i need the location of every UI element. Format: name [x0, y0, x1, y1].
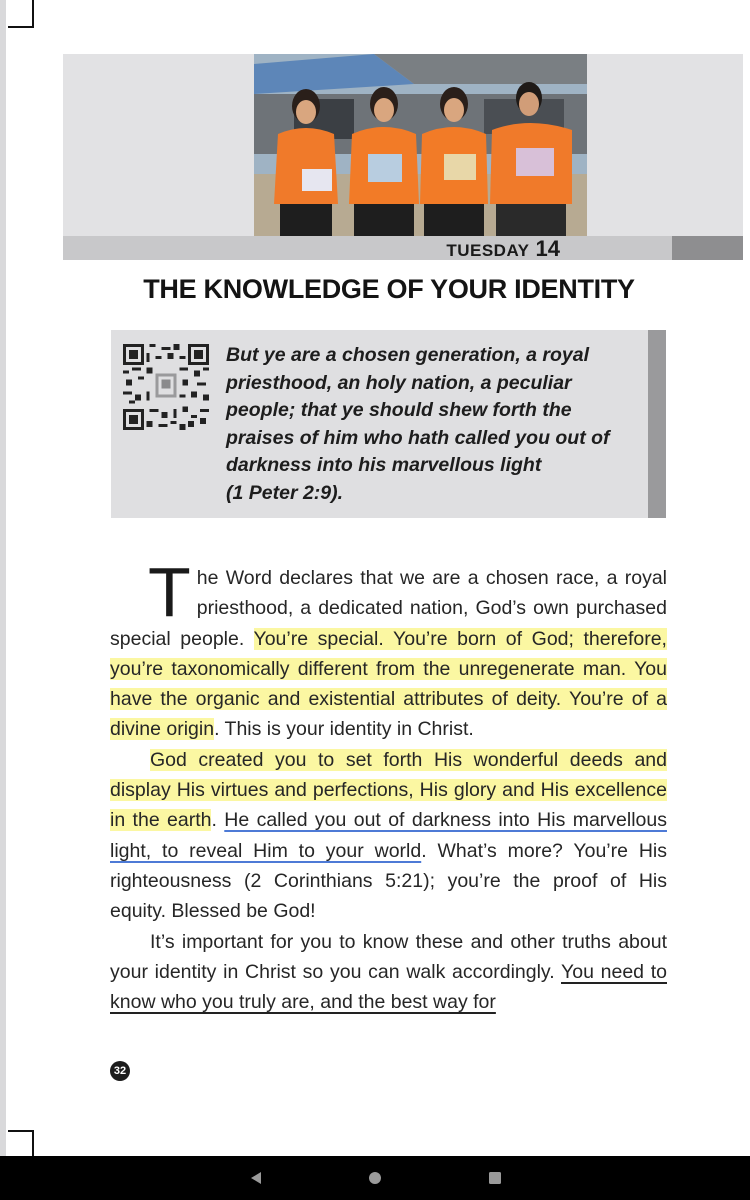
day-tab: [672, 236, 743, 260]
header-photo: [254, 54, 587, 236]
paragraph-2-text-a: .: [211, 809, 225, 832]
paragraph-2-text-b: . What’s more? You’re His righteousness (2 Corinthians 5:21); you’re the proof of His equity. Blessed be God!: [110, 839, 667, 923]
android-nav-bar: [0, 1156, 750, 1200]
crop-mark-bottom-left: [8, 1130, 34, 1158]
scripture-accent-bar: [648, 330, 666, 518]
day-strip: [63, 236, 743, 260]
drop-cap: T: [148, 553, 191, 631]
paragraph-3-underlined[interactable]: You need to know who you truly are, and the best way for: [110, 960, 667, 1014]
paragraph-1: [110, 553, 667, 745]
qr-code-icon[interactable]: [123, 344, 209, 430]
paragraph-3: [110, 927, 667, 1018]
devotional-title: THE KNOWLEDGE OF YOUR IDENTITY: [143, 274, 635, 304]
paragraph-2-highlight[interactable]: God created you to set forth His wonderful deeds and display His virtues and perfections, His glory and His excellence in the earth: [110, 748, 667, 832]
paragraph-1-highlight[interactable]: You’re special. You’re born of God; therefore, you’re taxonomically different from the unregenerate man. You have the organic and existential attributes of deity. You’re of a divine origin: [110, 627, 667, 741]
crop-mark-top-left: [8, 0, 34, 28]
scripture-reference: (1 Peter 2:9).: [226, 481, 344, 504]
paragraph-1-text-a: he Word declares that we are a chosen race, a royal priesthood, a dedicated nation, God’s own purchased special people.: [110, 567, 667, 650]
day-number: 14: [535, 236, 560, 261]
page-number-badge: 32: [110, 1061, 130, 1081]
scripture-quote: But ye are a chosen generation, a royal priesthood, an holy nation, a peculiar people; that ye should shew forth the praises of him who hath called you out of darkness into his marvellous light: [226, 344, 610, 476]
recents-square-icon[interactable]: [485, 1168, 505, 1188]
paragraph-3-text-a: It’s important for you to know these and other truths about your identity in Christ so you can walk accordingly.: [110, 930, 667, 983]
back-triangle-icon[interactable]: [246, 1168, 266, 1188]
scripture-box: [111, 330, 666, 518]
day-name: TUESDAY: [446, 241, 530, 260]
devotional-body: [110, 553, 667, 1017]
scripture-text: [226, 342, 644, 507]
paragraph-1-text-b: . This is your identity in Christ.: [214, 718, 474, 741]
day-label: [446, 236, 560, 260]
paragraph-2-underlined[interactable]: He called you out of darkness into His marvellous light, to reveal Him to your world: [110, 809, 667, 862]
home-circle-icon[interactable]: [365, 1168, 385, 1188]
paragraph-2: [110, 745, 667, 927]
